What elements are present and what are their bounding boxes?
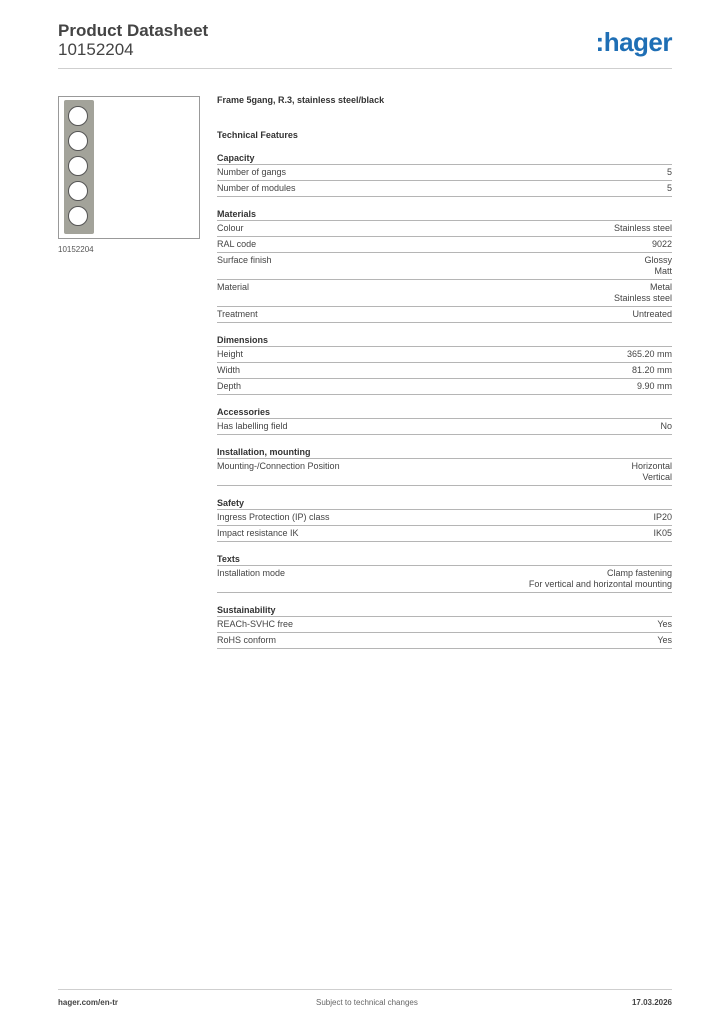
- feature-label: Depth: [217, 381, 242, 391]
- feature-value-line: Yes: [657, 619, 672, 629]
- feature-section: [217, 605, 672, 649]
- section-title: Safety: [217, 498, 672, 510]
- footer-website-link[interactable]: hager.com/en-tr: [58, 998, 119, 1007]
- feature-label: Mounting-/Connection Position: [217, 461, 340, 471]
- gang-hole-icon: [68, 106, 88, 126]
- feature-value: [667, 183, 672, 194]
- feature-sections: [217, 153, 672, 649]
- section-title: Materials: [217, 209, 672, 221]
- feature-value-line: Glossy: [644, 255, 672, 265]
- feature-row: [217, 363, 672, 379]
- footer-divider: [58, 989, 672, 990]
- footer-date: 17.03.2026: [631, 998, 672, 1007]
- feature-value: [667, 167, 672, 178]
- feature-row: [217, 510, 672, 526]
- feature-row: [217, 617, 672, 633]
- feature-row: [217, 566, 672, 593]
- section-title: Dimensions: [217, 335, 672, 347]
- feature-section: [217, 407, 672, 435]
- feature-value: [632, 309, 672, 320]
- logo-dots-icon: :: [595, 27, 604, 57]
- feature-label: Treatment: [217, 309, 258, 319]
- feature-value-line: 5: [666, 183, 672, 193]
- page-header: [58, 21, 672, 69]
- gang-hole-icon: [68, 156, 88, 176]
- feature-label: Material: [217, 282, 250, 292]
- logo-text: hager: [603, 27, 672, 57]
- page-footer: [58, 998, 672, 1010]
- gang-hole-icon: [68, 206, 88, 226]
- feature-row: [217, 419, 672, 435]
- feature-row: [217, 280, 672, 307]
- hager-logo[interactable]: [596, 27, 672, 58]
- feature-value-line: IK05: [653, 528, 672, 538]
- feature-value-line: No: [660, 421, 672, 431]
- product-name: Frame 5gang, R.3, stainless steel/black: [217, 95, 385, 105]
- feature-value: [653, 528, 672, 539]
- feature-value-line: Untreated: [632, 309, 672, 319]
- feature-value: [614, 223, 672, 234]
- feature-value-line: Clamp fastening: [606, 568, 672, 578]
- feature-value: [637, 381, 672, 392]
- product-number: 10152204: [58, 40, 134, 59]
- feature-value-line: Stainless steel: [613, 293, 672, 303]
- feature-section: [217, 153, 672, 197]
- feature-label: RoHS conform: [217, 635, 277, 645]
- frame-5gang-icon: [64, 100, 94, 234]
- feature-label: Height: [217, 349, 244, 359]
- feature-value-line: 5: [666, 167, 672, 177]
- feature-value: [644, 255, 672, 277]
- feature-label: REACh-SVHC free: [217, 619, 294, 629]
- gang-hole-icon: [68, 131, 88, 151]
- feature-section: [217, 498, 672, 542]
- feature-value-line: 365.20 mm: [626, 349, 672, 359]
- feature-label: RAL code: [217, 239, 257, 249]
- feature-value: [614, 282, 672, 304]
- feature-value-line: Vertical: [642, 472, 672, 482]
- feature-row: [217, 165, 672, 181]
- feature-row: [217, 181, 672, 197]
- feature-label: Has labelling field: [217, 421, 288, 431]
- feature-label: Installation mode: [217, 568, 286, 578]
- feature-label: Width: [217, 365, 241, 375]
- section-title: Accessories: [217, 407, 672, 419]
- header-divider: [58, 68, 672, 69]
- feature-row: [217, 347, 672, 363]
- feature-row: [217, 221, 672, 237]
- gang-hole-icon: [68, 181, 88, 201]
- feature-section: [217, 209, 672, 323]
- feature-value-line: Metal: [649, 282, 672, 292]
- feature-label: Number of gangs: [217, 167, 287, 177]
- feature-value-line: For vertical and horizontal mounting: [528, 579, 672, 589]
- feature-value: [652, 239, 672, 250]
- image-caption: 10152204: [58, 245, 94, 254]
- feature-section: [217, 554, 672, 593]
- page-title: Product Datasheet: [58, 21, 209, 40]
- product-details: [217, 95, 672, 661]
- feature-label: Number of modules: [217, 183, 296, 193]
- feature-section: [217, 447, 672, 486]
- section-title: Installation, mounting: [217, 447, 672, 459]
- section-title: Capacity: [217, 153, 672, 165]
- feature-value: [660, 421, 672, 432]
- feature-value: [632, 365, 672, 376]
- feature-value-line: Stainless steel: [613, 223, 672, 233]
- feature-value-line: IP20: [653, 512, 672, 522]
- feature-row: [217, 459, 672, 486]
- feature-value-line: 9022: [651, 239, 672, 249]
- feature-value: [653, 512, 672, 523]
- feature-row: [217, 253, 672, 280]
- feature-row: [217, 307, 672, 323]
- feature-value: [631, 461, 672, 483]
- feature-label: Colour: [217, 223, 244, 233]
- feature-section: [217, 335, 672, 395]
- feature-label: Impact resistance IK: [217, 528, 299, 538]
- footer-note: Subject to technical changes: [316, 998, 418, 1007]
- feature-row: [217, 237, 672, 253]
- feature-value-line: Yes: [657, 635, 672, 645]
- feature-value: [657, 635, 672, 646]
- feature-value-line: 81.20 mm: [631, 365, 672, 375]
- feature-row: [217, 379, 672, 395]
- feature-value: [627, 349, 672, 360]
- feature-row: [217, 633, 672, 649]
- feature-label: Surface finish: [217, 255, 272, 265]
- feature-value-line: Matt: [654, 266, 672, 276]
- product-image: [58, 96, 200, 239]
- feature-row: [217, 526, 672, 542]
- feature-value-line: 9.90 mm: [636, 381, 672, 391]
- section-title: Texts: [217, 554, 672, 566]
- technical-features-heading: Technical Features: [217, 130, 298, 140]
- feature-value: [657, 619, 672, 630]
- section-title: Sustainability: [217, 605, 672, 617]
- feature-value: [529, 568, 672, 590]
- feature-label: Ingress Protection (IP) class: [217, 512, 330, 522]
- feature-value-line: Horizontal: [631, 461, 672, 471]
